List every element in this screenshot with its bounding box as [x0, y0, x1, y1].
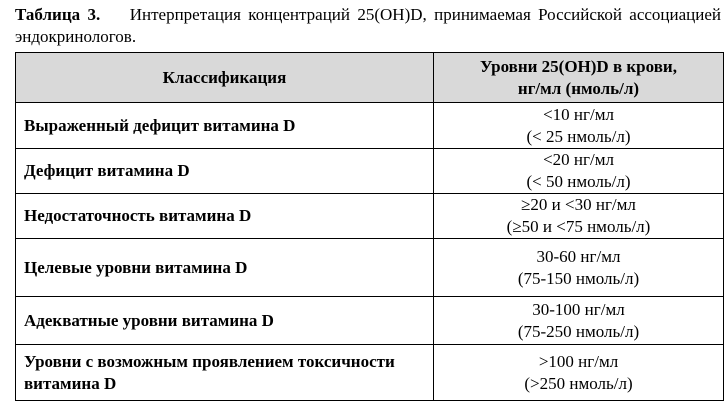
row-level-ng: 30-100 нг/мл: [532, 299, 625, 319]
table-row: [16, 345, 724, 401]
table-row: [16, 239, 724, 297]
row-level-nmol: (75-250 нмоль/л): [517, 321, 640, 341]
caption-label: Таблица 3.: [15, 5, 101, 24]
row-level-nmol: (< 50 нмоль/л): [526, 172, 631, 191]
caption-text: Интерпретация концентраций 25(OH)D, принимаемая Российской ассоциацией эндокринологов.: [15, 5, 722, 46]
header-classification: Классификация: [16, 53, 434, 103]
table-caption: [15, 4, 721, 48]
row-level-ng: >100 нг/мл: [538, 351, 619, 371]
table-row: [16, 194, 724, 239]
row-classification: Дефицит витамина D: [16, 149, 434, 194]
row-level-ng: <20 нг/мл: [543, 150, 614, 169]
vitamin-d-table: [15, 52, 724, 401]
header-levels-line2: нг/мл (нмоль/л): [517, 78, 640, 98]
row-level: [434, 239, 724, 297]
row-classification: Недостаточность витамина D: [16, 194, 434, 239]
row-level: [434, 149, 724, 194]
header-levels-line1: Уровни 25(OH)D в крови,: [480, 56, 677, 76]
row-level: [434, 345, 724, 401]
row-level-nmol: (< 25 нмоль/л): [526, 126, 631, 146]
table-row: [16, 297, 724, 345]
row-classification: Адекватные уровни витамина D: [16, 297, 434, 345]
row-level: [434, 194, 724, 239]
row-level-nmol: (75-150 нмоль/л): [517, 268, 640, 288]
row-classification: Целевые уровни витамина D: [16, 239, 434, 297]
row-level: [434, 103, 724, 149]
row-level-ng: 30-60 нг/мл: [536, 246, 621, 266]
table-row: [16, 103, 724, 149]
row-level: [434, 297, 724, 345]
row-classification: Выраженный дефицит витамина D: [16, 103, 434, 149]
row-level-nmol: (>250 нмоль/л): [524, 373, 633, 393]
row-level-ng: <10 нг/мл: [543, 104, 614, 124]
row-level-ng: ≥20 и <30 нг/мл: [521, 195, 636, 214]
row-classification: Уровни с возможным проявлением токсичности витамина D: [16, 345, 434, 401]
header-levels: [434, 53, 724, 103]
table-header-row: [16, 53, 724, 103]
table-row: [16, 149, 724, 194]
row-level-nmol: (≥50 и <75 нмоль/л): [506, 217, 651, 236]
